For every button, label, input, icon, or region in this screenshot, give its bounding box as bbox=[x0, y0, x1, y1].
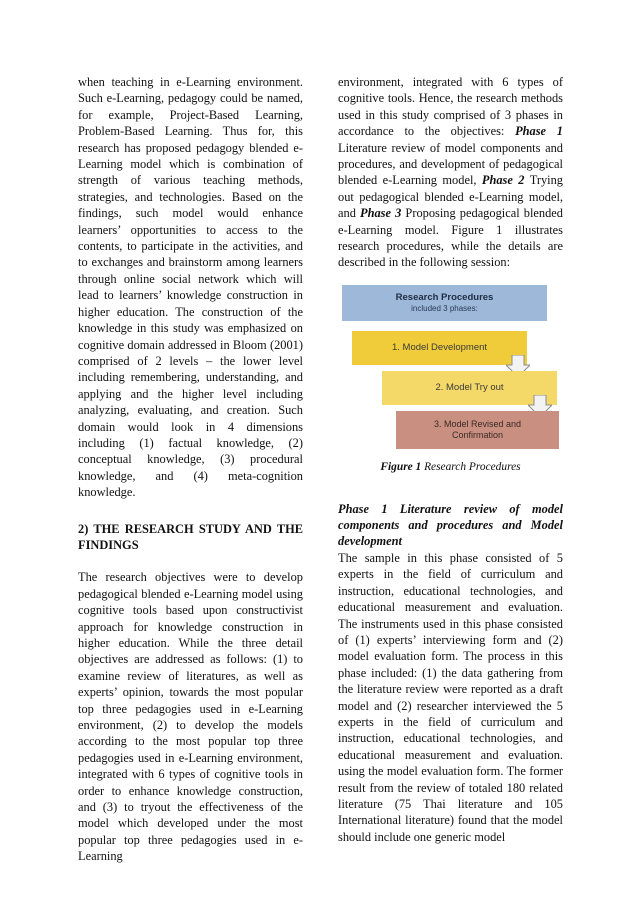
right-column bbox=[338, 74, 563, 845]
figure-step-3 bbox=[396, 411, 559, 449]
figure-caption-label: Figure 1 bbox=[380, 460, 422, 473]
text-span: Trying out pedagogical blended e-Learning model, and bbox=[338, 173, 563, 221]
figure-title: Research Procedures bbox=[395, 291, 494, 303]
right-paragraph-2: The sample in this phase consisted of 5 experts in the field of curriculum and instruction, educational technologies, and educational measurement and evaluation. The instruments used in this phase consisted of (1) experts’ interviewing form and (2) model evaluation form. The process in this phase included: (1) the data gathering from the literature review were reported as a draft model and (2) researcher interviewed the 5 experts in the field of curriculum and instruction, educational technologies, and educational measurement and evaluation. using the model evaluation form. The former result from the review of totaled 180 related literature (75 Thai literature and 105 International literature) found that the model should include one generic model bbox=[338, 550, 563, 844]
left-column bbox=[78, 74, 303, 865]
phase-1-subheading: Phase 1 Literature review of model components and procedures and Model development bbox=[338, 501, 563, 549]
figure-subtitle: included 3 phases: bbox=[411, 303, 478, 313]
figure-title-box bbox=[342, 285, 547, 321]
figure-caption-text: Research Procedures bbox=[421, 460, 521, 473]
phase-1-label: Phase 1 bbox=[515, 124, 563, 139]
right-paragraph-1 bbox=[338, 74, 563, 271]
figure-caption bbox=[338, 459, 563, 475]
figure-step-3-line-2: Confirmation bbox=[451, 429, 504, 440]
phase-3-label: Phase 3 bbox=[360, 206, 402, 221]
left-paragraph-1: when teaching in e-Learning environment. Such e-Learning, pedagogy could be named, for example, Project-Based Learning, Problem-Based Learning. Thus for, this research has proposed pedagogy blended e-Learning model which is combination of strength of various teaching methods, strategies, and technologies. Based on the findings, such model would enhance learners’ opportunities to access to the contents, to participate in the activities, and to exchanges and brainstorm among learners through online social network which will lead to learners’ knowledge construction in higher education. The construction of the knowledge in this study was emphasized on cognitive domain addressed in Bloom (2001) comprised of 2 levels – the lower level including remembering, understanding, and applying and the higher level including analyzing, evaluating, and creation. Such domain would look in 4 dimensions including (1) factual knowledge, (2) conceptual knowledge, (3) procedural knowledge, and (4) meta-cognition knowledge. bbox=[78, 75, 303, 500]
text-span: environment, integrated with 6 types of cognitive tools. Hence, the research methods used in this study comprised of 3 phases in accordance to the objectives: bbox=[338, 75, 563, 139]
text-span: Literature review of model components and procedures, and development of pedagogical blended e-Learning model, bbox=[338, 140, 563, 188]
figure-step-3-line-1: 3. Model Revised and bbox=[433, 418, 522, 429]
figure-step-2-label: 2. Model Try out bbox=[435, 381, 504, 393]
text-span: Proposing pedagogical blended e-Learning model. Figure 1 illustrates research procedures, while the details are described in the following session: bbox=[338, 206, 563, 270]
figure-step-1 bbox=[352, 331, 527, 365]
left-paragraph-2: The research objectives were to develop pedagogical blended e-Learning model using cognitive tools based upon constructivist approach for knowledge construction in higher education. While the three detail objectives are addressed as follows: (1) to examine review of literatures, as well as experts’ opinion, towards the most popular top three pedagogies used in e-Learning environment, (2) to develop the models according to the most popular top three pedagogies used in e-Learning environment, integrated with 6 types of cognitive tools in order to enhance knowledge construction, and (3) to tryout the effectiveness of the model which developed under the most popular top three pedagogies used in e-Learning bbox=[78, 570, 303, 864]
figure-step-1-label: 1. Model Development bbox=[391, 341, 488, 353]
figure-research-procedures bbox=[338, 285, 563, 455]
phase-2-label: Phase 2 bbox=[481, 173, 525, 188]
section-heading: 2) THE RESEARCH STUDY AND THE FINDINGS bbox=[78, 521, 303, 552]
